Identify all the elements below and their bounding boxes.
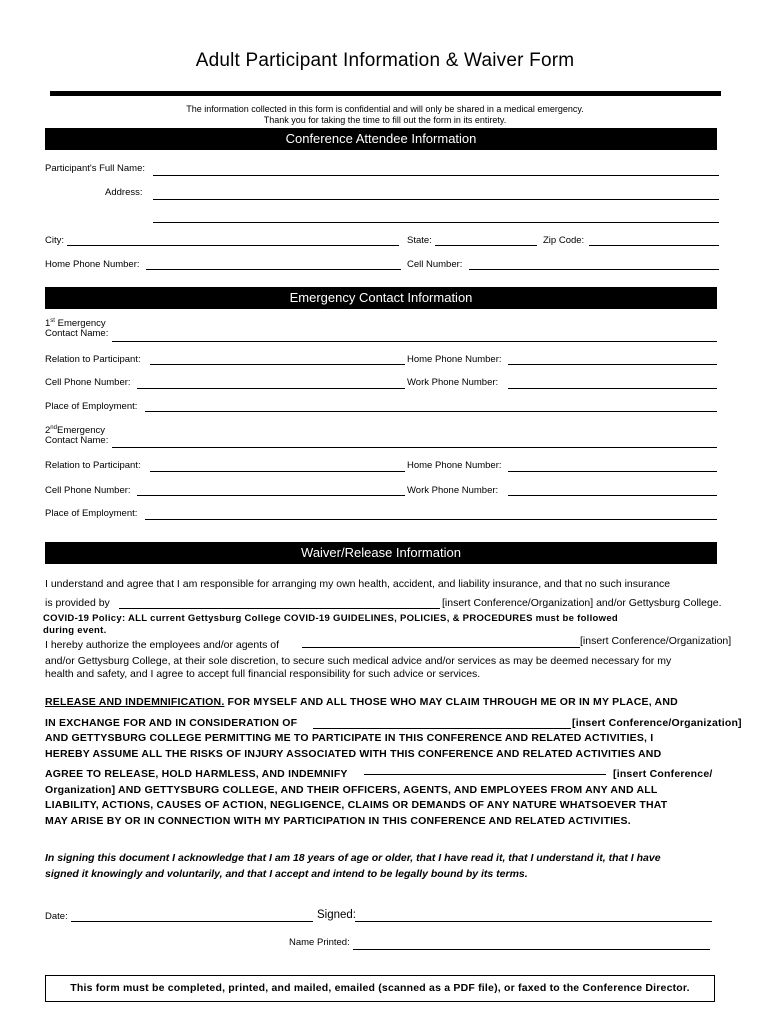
name-printed-label: Name Printed: <box>289 937 350 948</box>
authorize-line-2: and/or Gettysburg College, at their sole discretion, to secure such medical advice and/or services as may be deemed necessary for my <box>45 655 672 667</box>
first-ordinal-suffix: st <box>50 318 55 324</box>
first-cell-phone-label: Cell Phone Number: <box>45 377 131 388</box>
release-organization-field-2[interactable] <box>364 774 606 775</box>
insurance-line-2-start: is provided by <box>45 597 110 609</box>
title-divider <box>50 91 721 96</box>
first-home-phone-label: Home Phone Number: <box>407 354 502 365</box>
home-phone-field[interactable] <box>146 269 401 270</box>
first-emergency-word: Emergency <box>54 318 106 330</box>
first-work-phone-label: Work Phone Number: <box>407 377 499 388</box>
release-line-8: MAY ARISE BY OR IN CONNECTION WITH MY PARTICIPATION IN THIS CONFERENCE AND RELATED ACTIVITIES. <box>45 815 631 827</box>
section-header-attendee: Conference Attendee Information <box>45 128 717 150</box>
address-field-2[interactable] <box>153 222 719 223</box>
zip-field[interactable] <box>589 245 719 246</box>
acknowledgement-line-1: In signing this document I acknowledge that I am 18 years of age or older, that I have read it, that I understand it, that I have <box>45 852 661 864</box>
second-cell-phone-label: Cell Phone Number: <box>45 485 131 496</box>
signature-field[interactable] <box>355 921 712 922</box>
second-ordinal-suffix: nd <box>50 425 57 431</box>
first-employment-field[interactable] <box>145 411 717 412</box>
insurance-organization-field[interactable] <box>119 608 440 609</box>
second-emergency-word: Emergency <box>56 425 106 437</box>
second-employment-field[interactable] <box>145 519 717 520</box>
first-contact-name-field[interactable] <box>112 341 717 342</box>
second-home-phone-field[interactable] <box>508 471 717 472</box>
intro-line-2: Thank you for taking the time to fill out the form in its entirety. <box>263 115 507 125</box>
first-ordinal: 1 <box>45 318 51 330</box>
release-line-1-text: FOR MYSELF AND ALL THOSE WHO MAY CLAIM THROUGH ME OR IN MY PLACE, AND <box>224 696 678 708</box>
first-relation-label: Relation to Participant: <box>45 354 141 365</box>
second-ordinal: 2 <box>45 425 51 437</box>
section-header-waiver: Waiver/Release Information <box>45 542 717 564</box>
release-line-3: AND GETTYSBURG COLLEGE PERMITTING ME TO PARTICIPATE IN THIS CONFERENCE AND RELATED ACTIVITIES, I <box>45 732 654 744</box>
date-label: Date: <box>45 911 68 922</box>
address-field-1[interactable] <box>153 199 719 200</box>
first-contact-name-label: Contact Name: <box>45 328 109 340</box>
intro-line-1: The information collected in this form is confidential and will only be shared in a medical emergency. <box>186 104 584 114</box>
release-line-7: LIABILITY, ACTIONS, CAUSES OF ACTION, NEGLIGENCE, CLAIMS OR DEMANDS OF ANY NATURE WHATSOEVER THAT <box>45 799 668 811</box>
release-organization-field-1[interactable] <box>313 728 571 729</box>
full-name-label: Participant's Full Name: <box>45 163 146 174</box>
insurance-line-2-end: [insert Conference/Organization] and/or Gettysburg College. <box>442 597 722 609</box>
release-title: RELEASE AND INDEMNIFICATION. <box>45 696 225 708</box>
release-line-5-start: AGREE TO RELEASE, HOLD HARMLESS, AND INDEMNIFY <box>45 768 348 780</box>
release-line-6: Organization] AND GETTYSBURG COLLEGE, AND THEIR OFFICERS, AGENTS, AND EMPLOYEES FROM ANY AND ALL <box>45 784 658 796</box>
second-contact-name-field[interactable] <box>112 447 717 448</box>
second-relation-label: Relation to Participant: <box>45 460 141 471</box>
section-header-emergency: Emergency Contact Information <box>45 287 717 309</box>
release-line-1 <box>45 696 678 708</box>
form-title: Adult Participant Information & Waiver Form <box>195 50 575 71</box>
first-relation-field[interactable] <box>150 364 405 365</box>
second-cell-phone-field[interactable] <box>137 495 405 496</box>
second-contact-label <box>45 425 108 446</box>
zip-label: Zip Code: <box>543 235 585 246</box>
state-field[interactable] <box>435 245 537 246</box>
release-line-4: HEREBY ASSUME ALL THE RISKS OF INJURY ASSOCIATED WITH THIS CONFERENCE AND RELATED ACTIVITIES AND <box>45 748 662 760</box>
first-home-phone-field[interactable] <box>508 364 717 365</box>
submission-instructions: This form must be completed, printed, and mailed, emailed (scanned as a PDF file), or faxed to the Conference Director. <box>45 975 715 1002</box>
city-field[interactable] <box>67 245 399 246</box>
first-work-phone-field[interactable] <box>508 388 717 389</box>
second-contact-name-label: Contact Name: <box>45 435 109 447</box>
cell-label: Cell Number: <box>407 259 463 270</box>
second-home-phone-label: Home Phone Number: <box>407 460 502 471</box>
name-printed-field[interactable] <box>353 949 710 950</box>
release-line-5-end: [insert Conference/ <box>613 768 713 780</box>
home-phone-label: Home Phone Number: <box>45 259 140 270</box>
first-cell-phone-field[interactable] <box>137 388 405 389</box>
cell-field[interactable] <box>469 269 719 270</box>
full-name-field[interactable] <box>153 175 719 176</box>
state-label: State: <box>407 235 432 246</box>
second-employment-label: Place of Employment: <box>45 508 138 519</box>
address-label: Address: <box>105 187 143 198</box>
authorize-organization-field[interactable] <box>302 647 580 648</box>
authorize-line-3: health and safety, and I agree to accept full financial responsibility for such advice or services. <box>45 668 481 680</box>
city-label: City: <box>45 235 64 246</box>
covid-policy-line-2: during event. <box>43 625 107 636</box>
acknowledgement-line-2: signed it knowingly and voluntarily, and that I accept and intend to be legally bound by its terms. <box>45 868 528 880</box>
authorize-line-1-start: I hereby authorize the employees and/or agents of <box>45 639 280 651</box>
second-relation-field[interactable] <box>150 471 405 472</box>
date-field[interactable] <box>71 921 313 922</box>
second-work-phone-field[interactable] <box>508 495 717 496</box>
release-line-2-end: [insert Conference/Organization] <box>572 717 742 729</box>
signed-label: Signed: <box>317 909 357 921</box>
authorize-line-1-end: [insert Conference/Organization] <box>580 635 732 647</box>
insurance-line-1: I understand and agree that I am responsible for arranging my own health, accident, and liability insurance, and that no such insurance <box>45 578 671 590</box>
first-contact-label <box>45 318 108 339</box>
first-employment-label: Place of Employment: <box>45 401 138 412</box>
second-work-phone-label: Work Phone Number: <box>407 485 499 496</box>
covid-policy-line-1: COVID-19 Policy: ALL current Gettysburg College COVID-19 GUIDELINES, POLICIES, & PROCEDURES must be followed <box>43 613 619 624</box>
release-line-2-start: IN EXCHANGE FOR AND IN CONSIDERATION OF <box>45 717 298 729</box>
